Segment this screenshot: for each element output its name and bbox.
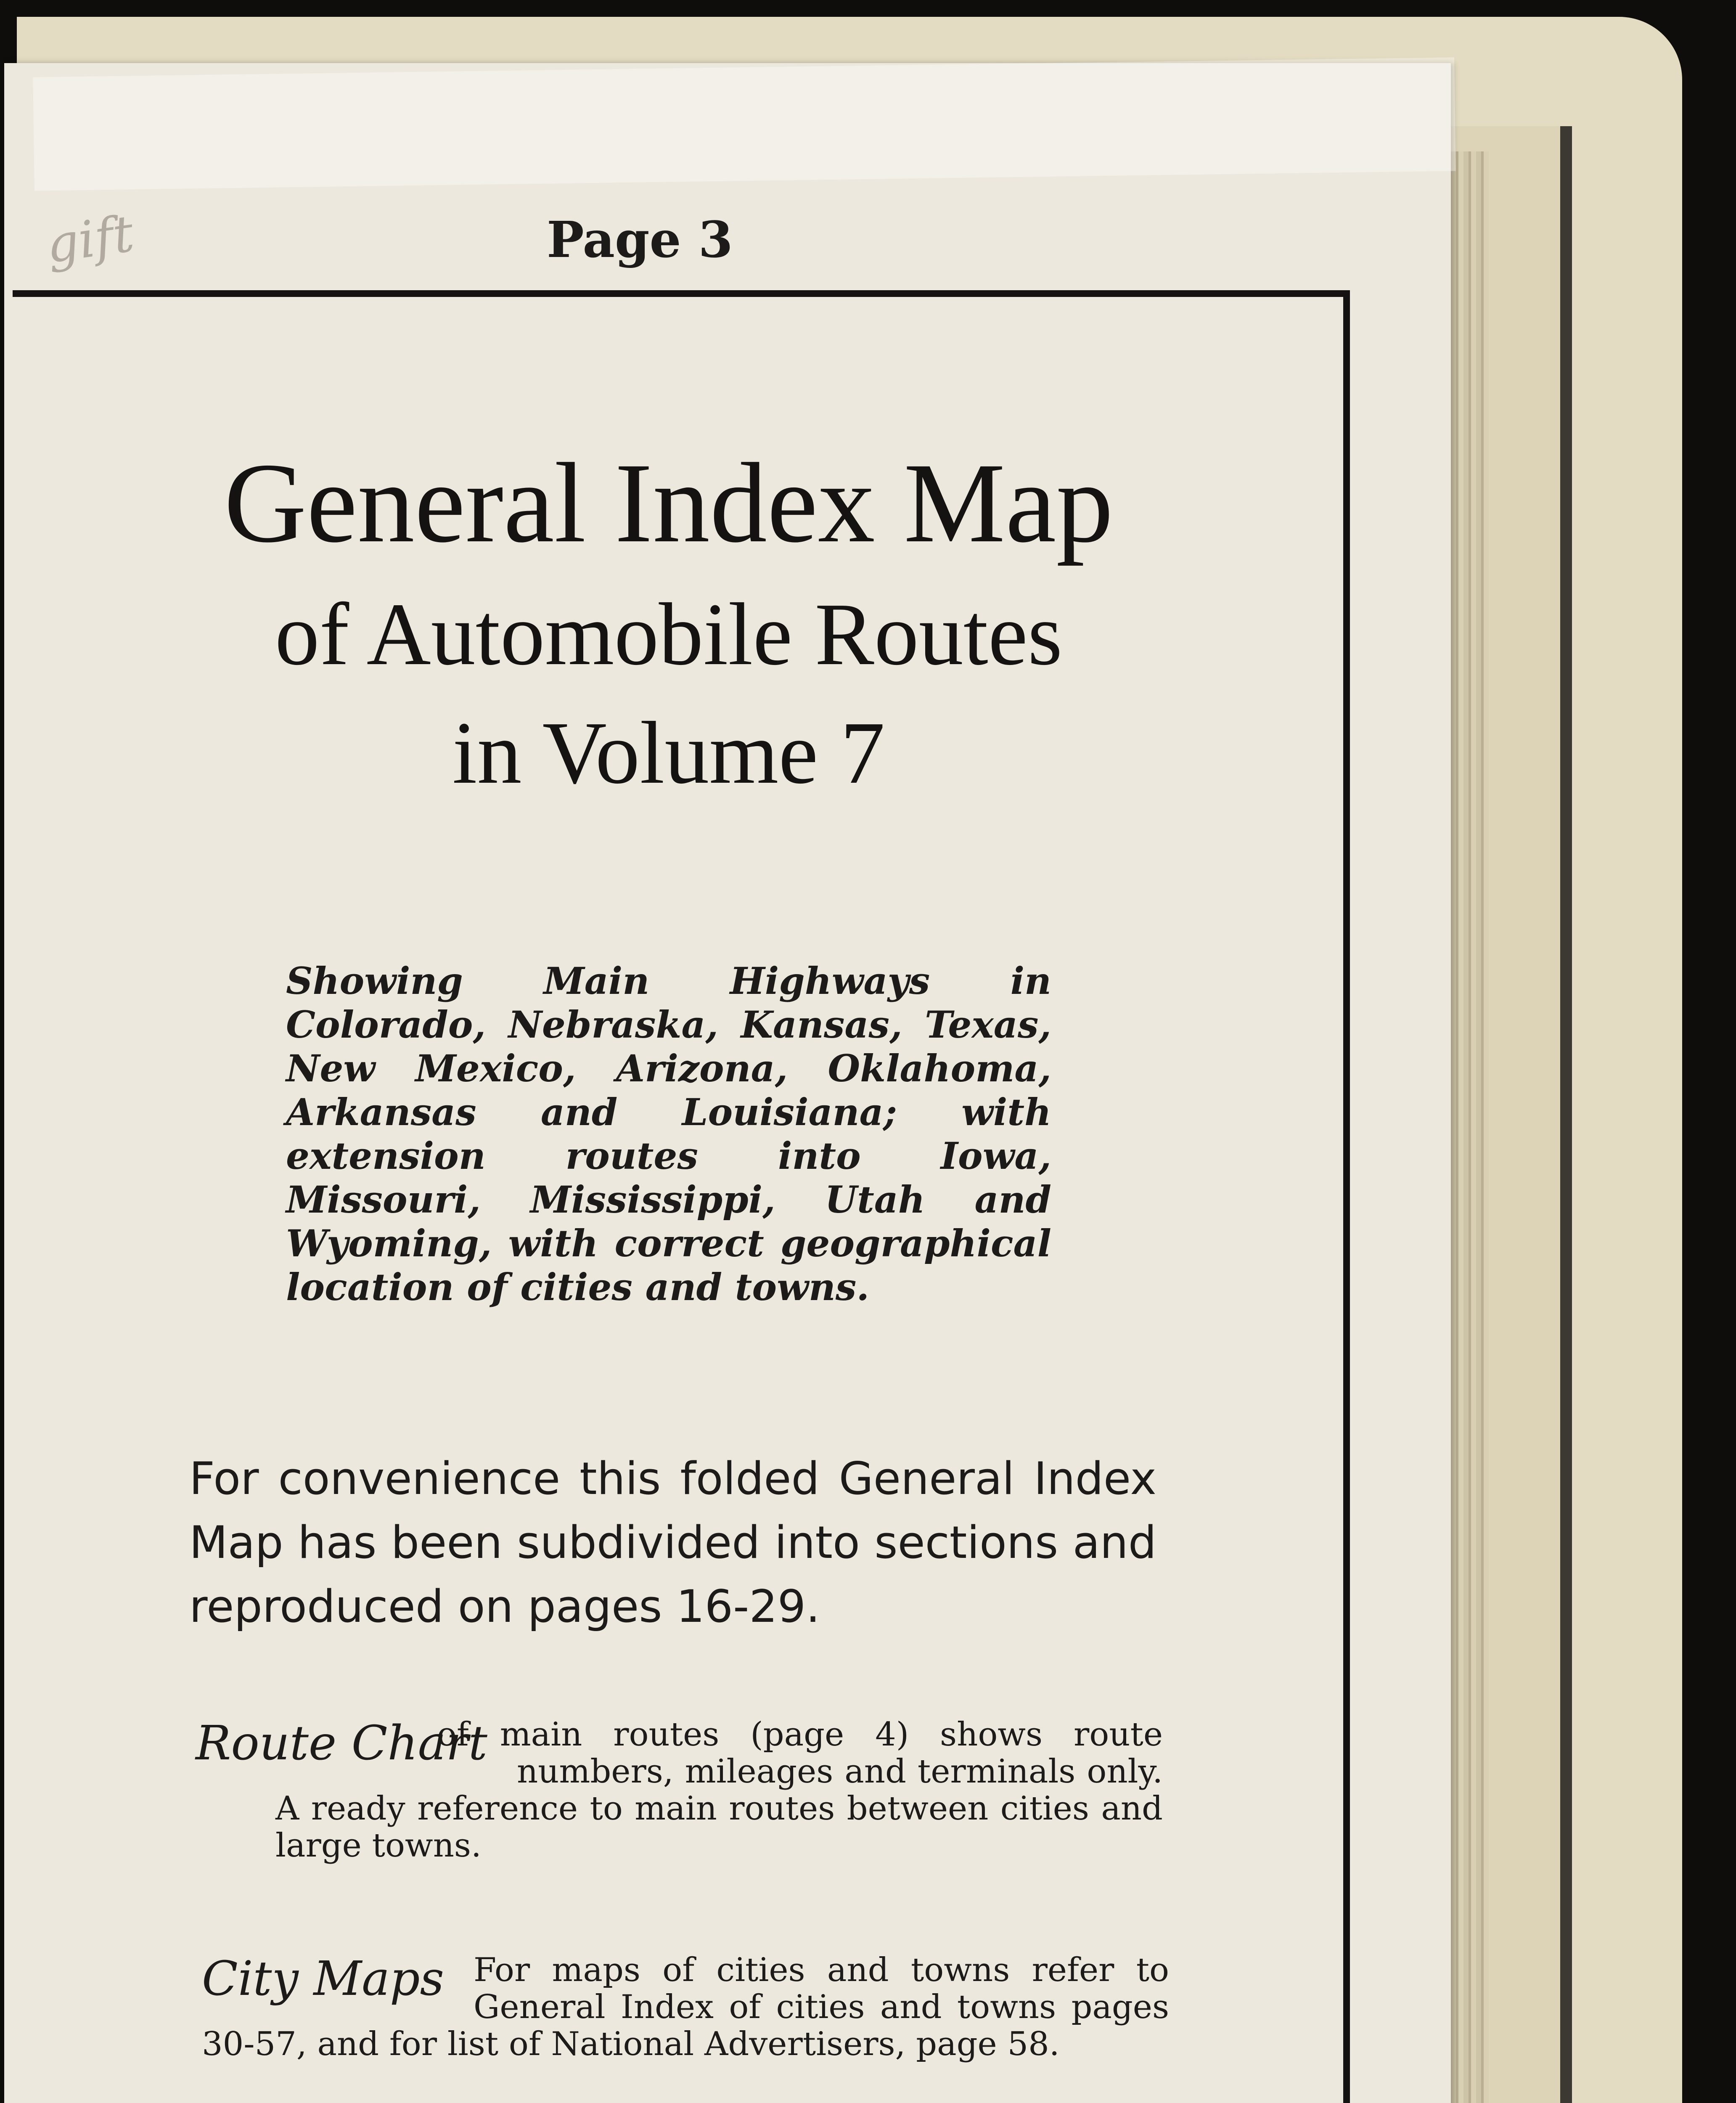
handwritten-note: gift	[42, 204, 138, 275]
section-heading: Route Chart	[196, 1716, 487, 1771]
title-line-3: in Volume 7	[452, 703, 885, 802]
section-city-maps	[202, 1952, 1169, 2063]
section-heading: City Maps	[202, 1952, 445, 2006]
page-title	[0, 440, 1304, 802]
section-route-chart	[196, 1716, 1163, 1864]
intro-paragraph: Showing Main Highways in Colorado, Nebraska, Kansas, Texas, New Mexico, Arizona, Oklahoma, Arkansas and Louisiana; with extension routes into Iowa, Missouri, Mississippi, Utah and Wyoming, with correct geographical location of cities and towns.	[286, 959, 1051, 1309]
convenience-paragraph: For convenience this folded General Index Map has been subdivided into sections and reproduced on pages 16-29.	[189, 1453, 1156, 1632]
tape-strip	[33, 57, 1455, 191]
title-line-2: of Automobile Routes	[275, 585, 1063, 683]
section-body: of main routes (page 4) shows route numbers, mileages and terminals only. A ready reference to main routes between cities and large towns.	[275, 1716, 1163, 1865]
title-line-1: General Index Map	[224, 440, 1114, 566]
page-number: Page 3	[547, 210, 733, 269]
section-body: For maps of cities and towns refer to General Index of cities and towns pages 30-57, and for list of National Advertisers, page 58.	[202, 1951, 1169, 2063]
